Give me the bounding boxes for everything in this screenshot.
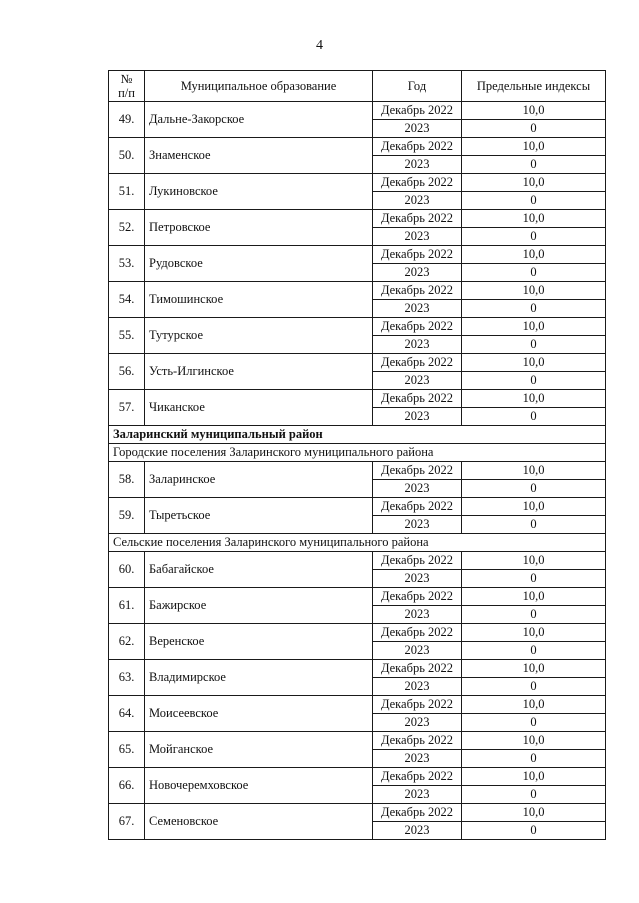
- row-number: 66.: [109, 768, 145, 804]
- year-cell: 2023: [373, 264, 462, 282]
- municipality-name: Новочеремховское: [145, 768, 373, 804]
- index-value: 0: [462, 120, 606, 138]
- year-cell: 2023: [373, 570, 462, 588]
- year-cell: 2023: [373, 714, 462, 732]
- table-row: [109, 282, 606, 300]
- municipality-name: Мойганское: [145, 732, 373, 768]
- table-body: [109, 71, 606, 840]
- year-cell: 2023: [373, 822, 462, 840]
- municipality-name: Владимирское: [145, 660, 373, 696]
- header-year: Год: [373, 71, 462, 102]
- year-cell: Декабрь 2022: [373, 354, 462, 372]
- index-value: 0: [462, 714, 606, 732]
- year-cell: 2023: [373, 120, 462, 138]
- table-row: [109, 138, 606, 156]
- year-cell: 2023: [373, 786, 462, 804]
- year-cell: 2023: [373, 156, 462, 174]
- table-row: [109, 588, 606, 606]
- row-number: 61.: [109, 588, 145, 624]
- index-value: 10,0: [462, 552, 606, 570]
- table-row: [109, 102, 606, 120]
- district-heading: Заларинский муниципальный район: [109, 426, 606, 444]
- year-cell: 2023: [373, 372, 462, 390]
- row-number: 58.: [109, 462, 145, 498]
- year-cell: Декабрь 2022: [373, 498, 462, 516]
- municipality-name: Лукиновское: [145, 174, 373, 210]
- year-cell: Декабрь 2022: [373, 174, 462, 192]
- year-cell: Декабрь 2022: [373, 390, 462, 408]
- index-value: 0: [462, 606, 606, 624]
- row-number: 52.: [109, 210, 145, 246]
- year-cell: Декабрь 2022: [373, 102, 462, 120]
- index-value: 10,0: [462, 588, 606, 606]
- row-number: 49.: [109, 102, 145, 138]
- row-number: 65.: [109, 732, 145, 768]
- year-cell: Декабрь 2022: [373, 696, 462, 714]
- year-cell: Декабрь 2022: [373, 282, 462, 300]
- table-row: [109, 768, 606, 786]
- municipality-name: Тимошинское: [145, 282, 373, 318]
- row-number: 53.: [109, 246, 145, 282]
- index-value: 0: [462, 570, 606, 588]
- year-cell: 2023: [373, 750, 462, 768]
- index-value: 10,0: [462, 246, 606, 264]
- year-cell: 2023: [373, 300, 462, 318]
- index-value: 0: [462, 678, 606, 696]
- table-row: [109, 246, 606, 264]
- year-cell: Декабрь 2022: [373, 246, 462, 264]
- index-value: 10,0: [462, 804, 606, 822]
- year-cell: Декабрь 2022: [373, 588, 462, 606]
- municipality-name: Тутурское: [145, 318, 373, 354]
- year-cell: 2023: [373, 516, 462, 534]
- settlement-group-heading: Сельские поселения Заларинского муниципального района: [109, 534, 606, 552]
- index-value: 0: [462, 642, 606, 660]
- index-value: 0: [462, 372, 606, 390]
- index-value: 0: [462, 408, 606, 426]
- year-cell: Декабрь 2022: [373, 732, 462, 750]
- table-row: [109, 696, 606, 714]
- section-row: [109, 426, 606, 444]
- table-row: [109, 498, 606, 516]
- year-cell: 2023: [373, 480, 462, 498]
- page-number: 4: [316, 38, 323, 53]
- municipality-name: Бажирское: [145, 588, 373, 624]
- row-number: 60.: [109, 552, 145, 588]
- table-row: [109, 552, 606, 570]
- index-value: 0: [462, 786, 606, 804]
- municipality-name: Чиканское: [145, 390, 373, 426]
- index-value: 10,0: [462, 462, 606, 480]
- table-row: [109, 174, 606, 192]
- index-value: 0: [462, 480, 606, 498]
- section-row: [109, 534, 606, 552]
- index-value: 0: [462, 156, 606, 174]
- table-row: [109, 354, 606, 372]
- table-row: [109, 390, 606, 408]
- year-cell: Декабрь 2022: [373, 138, 462, 156]
- municipality-name: Дальне-Закорское: [145, 102, 373, 138]
- limit-index-table: [108, 70, 606, 840]
- index-value: 0: [462, 516, 606, 534]
- row-number: 56.: [109, 354, 145, 390]
- index-value: 10,0: [462, 498, 606, 516]
- index-value: 0: [462, 822, 606, 840]
- index-value: 10,0: [462, 174, 606, 192]
- table-row: [109, 660, 606, 678]
- municipality-name: Усть-Илгинское: [145, 354, 373, 390]
- row-number: 62.: [109, 624, 145, 660]
- year-cell: Декабрь 2022: [373, 660, 462, 678]
- year-cell: 2023: [373, 642, 462, 660]
- year-cell: Декабрь 2022: [373, 804, 462, 822]
- settlement-group-heading: Городские поселения Заларинского муниципального района: [109, 444, 606, 462]
- index-value: 10,0: [462, 282, 606, 300]
- row-number: 50.: [109, 138, 145, 174]
- year-cell: 2023: [373, 336, 462, 354]
- row-number: 51.: [109, 174, 145, 210]
- section-row: [109, 444, 606, 462]
- index-value: 0: [462, 192, 606, 210]
- index-value: 10,0: [462, 390, 606, 408]
- table-row: [109, 732, 606, 750]
- year-cell: 2023: [373, 192, 462, 210]
- municipality-name: Рудовское: [145, 246, 373, 282]
- table-row: [109, 210, 606, 228]
- index-value: 10,0: [462, 138, 606, 156]
- year-cell: Декабрь 2022: [373, 462, 462, 480]
- index-value: 10,0: [462, 318, 606, 336]
- header-index: Предельные индексы: [462, 71, 606, 102]
- row-number: 57.: [109, 390, 145, 426]
- table-row: [109, 624, 606, 642]
- table-row: [109, 318, 606, 336]
- row-number: 67.: [109, 804, 145, 840]
- municipality-name: Моисеевское: [145, 696, 373, 732]
- municipality-name: Петровское: [145, 210, 373, 246]
- municipality-name: Тыретьское: [145, 498, 373, 534]
- municipality-name: Бабагайское: [145, 552, 373, 588]
- index-value: 0: [462, 264, 606, 282]
- year-cell: 2023: [373, 408, 462, 426]
- index-value: 0: [462, 750, 606, 768]
- row-number: 63.: [109, 660, 145, 696]
- year-cell: 2023: [373, 228, 462, 246]
- index-value: 10,0: [462, 732, 606, 750]
- header-row: [109, 71, 606, 102]
- index-value: 0: [462, 228, 606, 246]
- index-value: 10,0: [462, 102, 606, 120]
- index-value: 10,0: [462, 768, 606, 786]
- table-row: [109, 804, 606, 822]
- year-cell: Декабрь 2022: [373, 768, 462, 786]
- index-value: 10,0: [462, 210, 606, 228]
- row-number: 59.: [109, 498, 145, 534]
- year-cell: Декабрь 2022: [373, 552, 462, 570]
- year-cell: 2023: [373, 678, 462, 696]
- year-cell: Декабрь 2022: [373, 210, 462, 228]
- municipality-name: Семеновское: [145, 804, 373, 840]
- index-value: 10,0: [462, 696, 606, 714]
- municipality-name: Заларинское: [145, 462, 373, 498]
- index-value: 0: [462, 336, 606, 354]
- header-municipality: Муниципальное образование: [145, 71, 373, 102]
- municipality-name: Знаменское: [145, 138, 373, 174]
- index-value: 10,0: [462, 354, 606, 372]
- year-cell: Декабрь 2022: [373, 318, 462, 336]
- row-number: 64.: [109, 696, 145, 732]
- municipality-name: Веренское: [145, 624, 373, 660]
- index-value: 10,0: [462, 624, 606, 642]
- year-cell: Декабрь 2022: [373, 624, 462, 642]
- row-number: 54.: [109, 282, 145, 318]
- row-number: 55.: [109, 318, 145, 354]
- index-value: 0: [462, 300, 606, 318]
- header-num: № п/п: [109, 71, 145, 102]
- index-value: 10,0: [462, 660, 606, 678]
- table-row: [109, 462, 606, 480]
- year-cell: 2023: [373, 606, 462, 624]
